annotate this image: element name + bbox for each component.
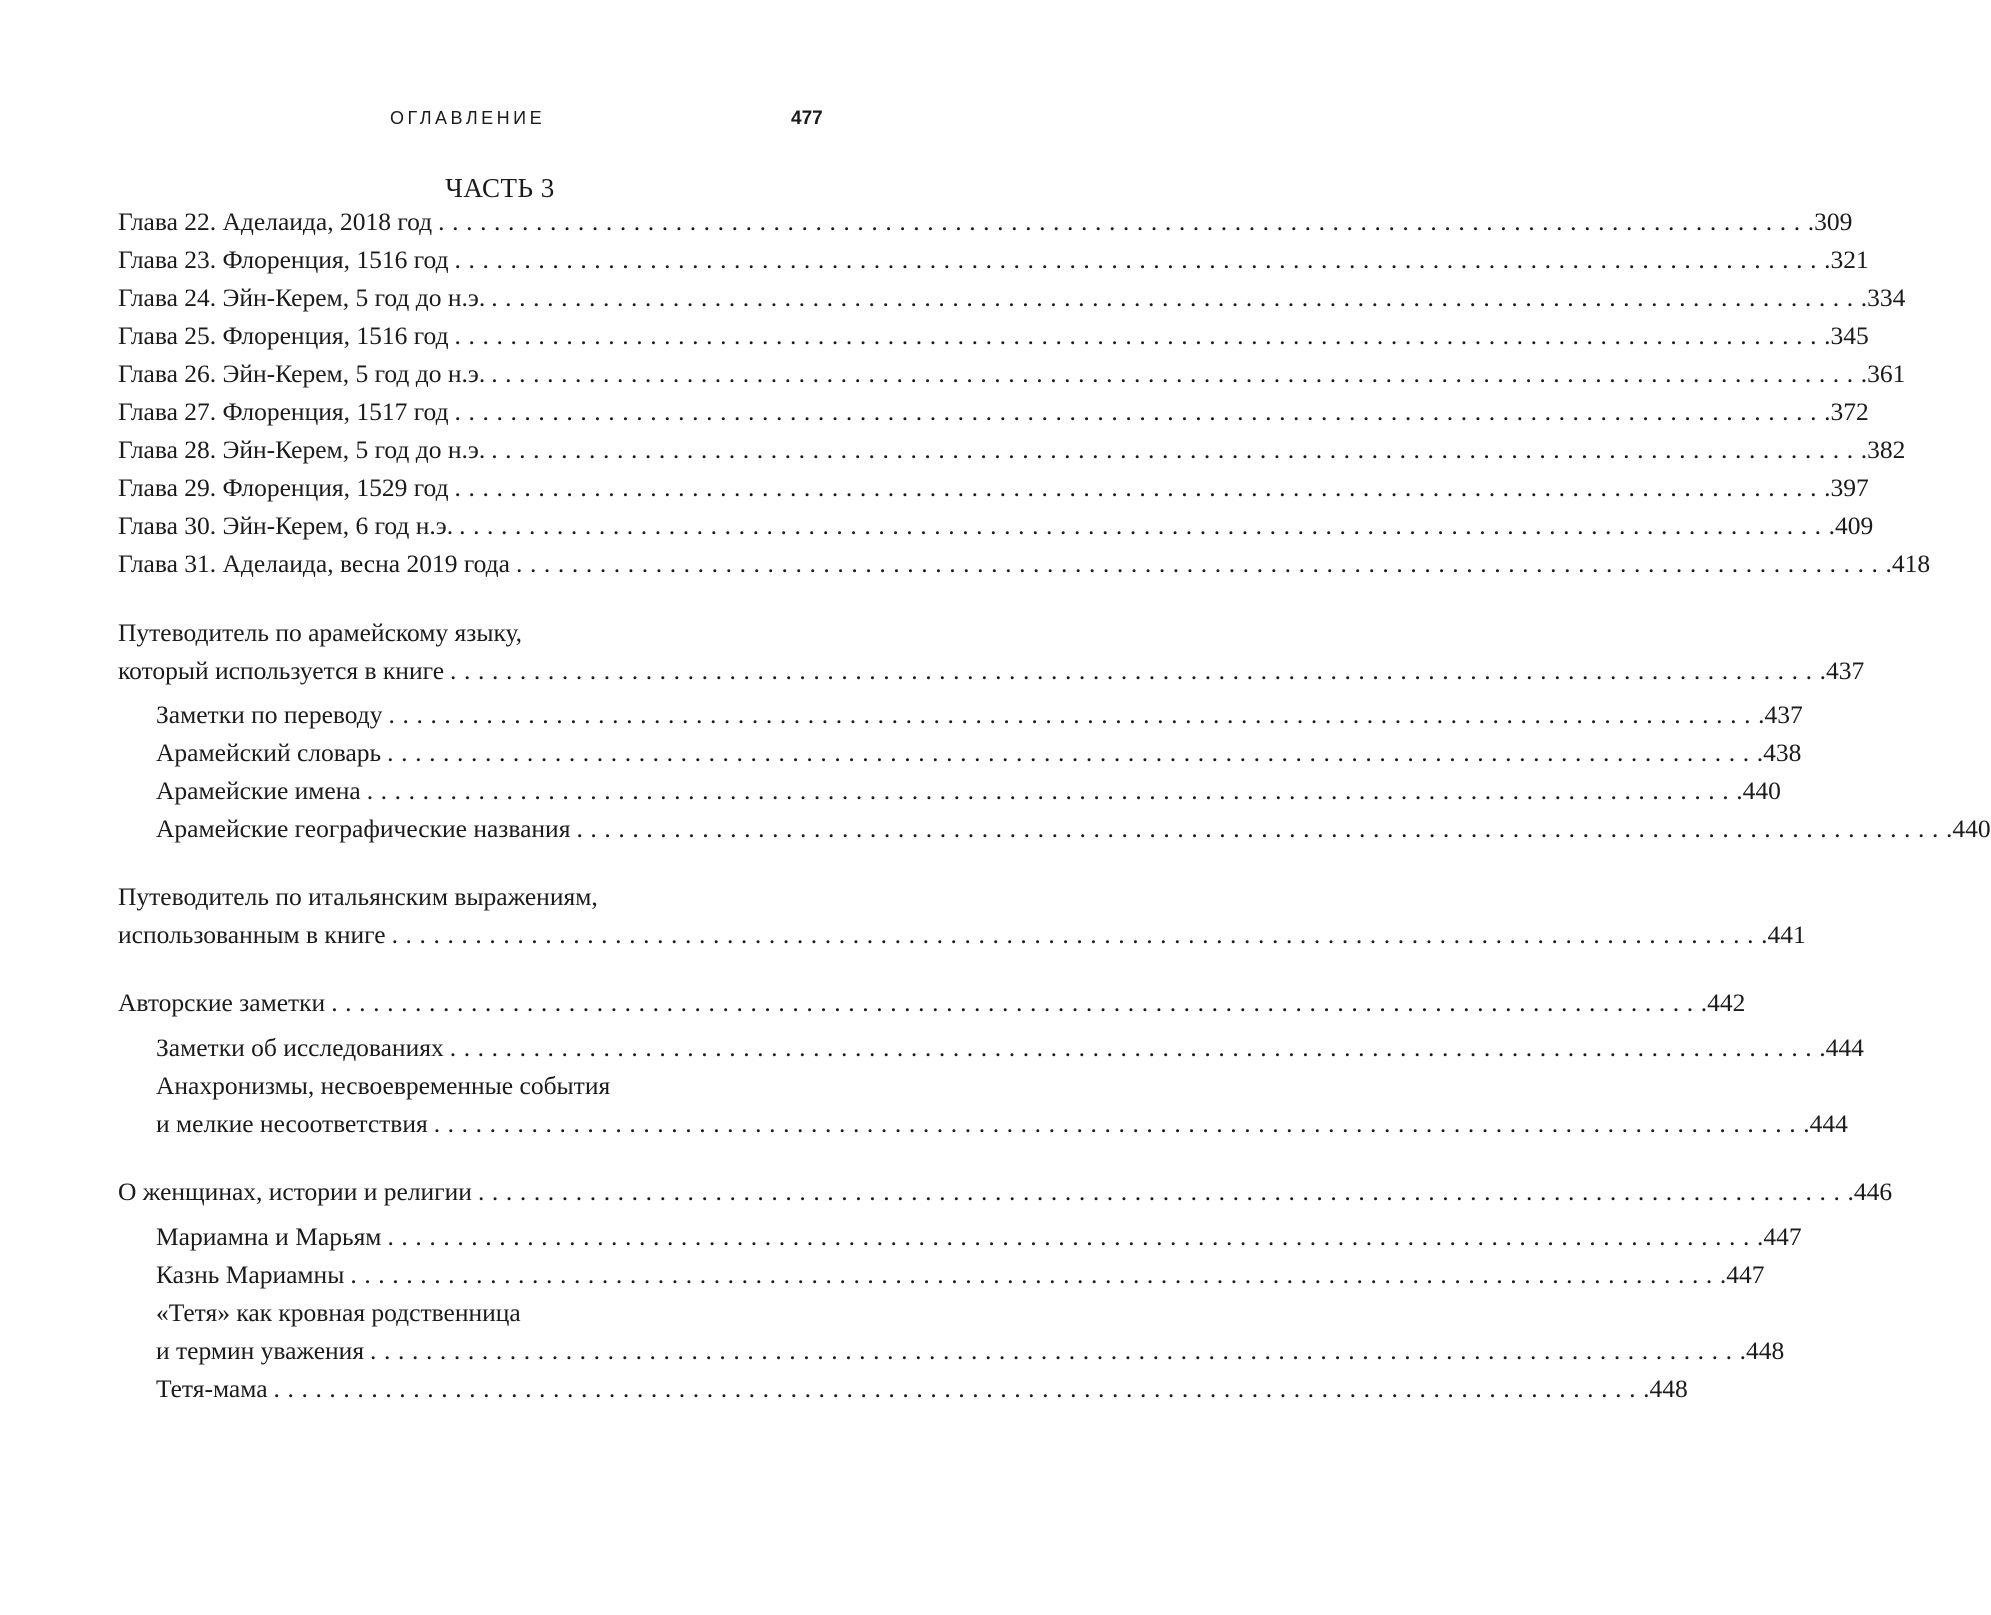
toc-subentry-translation-notes[interactable] <box>156 698 1803 732</box>
toc-entry-aramaic-guide[interactable] <box>118 654 1865 688</box>
entry-title: Глава 31. Аделаида, весна 2019 года <box>118 549 510 578</box>
entry-page: .440 <box>1736 776 1781 805</box>
section-title-aramaic-guide: Путеводитель по арамейскому языку, <box>118 618 523 647</box>
page-number: 477 <box>791 108 823 129</box>
dot-leader: .................................................................................................. <box>477 1177 1848 1206</box>
entry-page: .321 <box>1824 245 1869 274</box>
entry-title: Арамейский словарь <box>156 738 382 767</box>
entry-page: .446 <box>1847 1177 1893 1206</box>
entry-title: Глава 23. Флоренция, 1516 год <box>118 245 449 274</box>
entry-title: и мелкие несоответствия <box>156 1109 428 1138</box>
entry-title: Тетя-мама <box>156 1374 268 1403</box>
dot-leader: .................................................................................................. <box>438 207 1808 236</box>
dot-leader: .................................................................................................. <box>491 359 1861 388</box>
toc-entry-chapter-31[interactable] <box>118 547 1931 581</box>
dot-leader: .................................................................................................. <box>450 656 1820 685</box>
dot-leader: .................................................................................................. <box>454 321 1825 350</box>
toc-subentry-execution-of-mariamne[interactable] <box>156 1258 1765 1292</box>
toc-subentry-aramaic-dictionary[interactable] <box>156 736 1802 770</box>
dot-leader: .................................................................................................. <box>273 1374 1644 1403</box>
entry-page: .397 <box>1824 473 1869 502</box>
entry-title: Заметки об исследованиях <box>156 1033 444 1062</box>
toc-entry-chapter-28[interactable] <box>118 433 1906 467</box>
entry-title: Глава 30. Эйн-Керем, 6 год н.э. <box>118 511 454 540</box>
dot-leader: .................................................................................................. <box>491 283 1861 312</box>
entry-title: Мариамна и Марьям <box>156 1222 382 1251</box>
entry-title: Глава 29. Флоренция, 1529 год <box>118 473 449 502</box>
toc-entry-chapter-26[interactable] <box>118 357 1906 391</box>
entry-page: .345 <box>1824 321 1869 350</box>
entry-title: Арамейские географические названия <box>156 814 571 843</box>
entry-title: Глава 28. Эйн-Керем, 5 год до н.э. <box>118 435 486 464</box>
toc-subentry-aunt-mother[interactable] <box>156 1372 1688 1406</box>
entry-page: .309 <box>1807 207 1853 236</box>
dot-leader: .................................................................................................. <box>433 1109 1804 1138</box>
toc-entry-chapter-22[interactable] <box>118 205 1853 239</box>
entry-title: Глава 24. Эйн-Керем, 5 год до н.э. <box>118 283 486 312</box>
entry-page: .334 <box>1860 283 1906 312</box>
entry-page: .382 <box>1860 435 1906 464</box>
toc-entry-chapter-23[interactable] <box>118 243 1869 277</box>
subentry-title-aunt-term: «Тетя» как кровная родственница <box>156 1298 521 1327</box>
subentry-title-anachronisms: Анахронизмы, несвоевременные события <box>156 1071 611 1100</box>
entry-page: .447 <box>1719 1260 1765 1289</box>
dot-leader: .................................................................................................. <box>454 473 1825 502</box>
dot-leader: .................................................................................................. <box>370 1336 1740 1365</box>
entry-page: .438 <box>1756 738 1802 767</box>
entry-title: который используется в книге <box>118 656 445 685</box>
entry-page: .448 <box>1643 1374 1688 1403</box>
toc-entry-women-history-religion[interactable] <box>118 1175 1893 1209</box>
entry-page: .361 <box>1860 359 1906 388</box>
entry-page: .444 <box>1803 1109 1848 1138</box>
entry-title: Глава 25. Флоренция, 1516 год <box>118 321 449 350</box>
toc-entry-author-notes[interactable] <box>118 986 1746 1020</box>
dot-leader: .................................................................................................. <box>454 245 1825 274</box>
entry-page: .372 <box>1824 397 1869 426</box>
toc-subentry-aramaic-names[interactable] <box>156 774 1781 808</box>
entry-page: .437 <box>1758 700 1803 729</box>
entry-title: Казнь Мариамны <box>156 1260 345 1289</box>
dot-leader: .................................................................................................. <box>491 435 1861 464</box>
toc-entry-chapter-27[interactable] <box>118 395 1869 429</box>
dot-leader: .................................................................................................. <box>391 920 1762 949</box>
entry-page: .444 <box>1819 1033 1864 1062</box>
dot-leader: .................................................................................................. <box>459 511 1829 540</box>
entry-page: .440 <box>1946 814 1991 843</box>
toc-subentry-mariamne-maryam[interactable] <box>156 1220 1802 1254</box>
dot-leader: .................................................................................................. <box>366 776 1737 805</box>
dot-leader: .................................................................................................. <box>454 397 1825 426</box>
entry-title: Заметки по переводу <box>156 700 383 729</box>
entry-title: использованным в книге <box>118 920 386 949</box>
entry-title: Авторские заметки <box>118 988 326 1017</box>
dot-leader: .................................................................................................. <box>387 738 1757 767</box>
entry-title: Глава 22. Аделаида, 2018 год <box>118 207 433 236</box>
toc-entry-italian-guide[interactable] <box>118 918 1806 952</box>
toc-entry-chapter-25[interactable] <box>118 319 1869 353</box>
section-title-italian-guide: Путеводитель по итальянским выражениям, <box>118 882 598 911</box>
part-title: ЧАСТЬ 3 <box>445 173 555 203</box>
dot-leader: .................................................................................................. <box>331 988 1701 1017</box>
dot-leader: .................................................................................................. <box>350 1260 1720 1289</box>
entry-title: и термин уважения <box>156 1336 365 1365</box>
running-head: ОГЛАВЛЕНИЕ <box>390 108 546 128</box>
entry-page: .448 <box>1739 1336 1785 1365</box>
dot-leader: .................................................................................................. <box>449 1033 1820 1062</box>
entry-page: .441 <box>1761 920 1806 949</box>
entry-title: Глава 26. Эйн-Керем, 5 год до н.э. <box>118 359 486 388</box>
entry-title: О женщинах, истории и религии <box>118 1177 472 1206</box>
entry-page: .447 <box>1757 1222 1802 1251</box>
entry-title: Арамейские имена <box>156 776 361 805</box>
toc-subentry-aramaic-geography[interactable] <box>156 812 1991 846</box>
toc-subentry-aunt-term[interactable] <box>156 1334 1785 1368</box>
toc-entry-chapter-24[interactable] <box>118 281 1906 315</box>
toc-subentry-research-notes[interactable] <box>156 1031 1864 1065</box>
dot-leader: .................................................................................................. <box>515 549 1886 578</box>
entry-page: .442 <box>1700 988 1746 1017</box>
toc-entry-chapter-29[interactable] <box>118 471 1869 505</box>
dot-leader: .................................................................................................. <box>387 1222 1758 1251</box>
entry-page: .409 <box>1828 511 1874 540</box>
entry-title: Глава 27. Флоренция, 1517 год <box>118 397 449 426</box>
dot-leader: .................................................................................................. <box>388 700 1759 729</box>
toc-subentry-anachronisms[interactable] <box>156 1107 1848 1141</box>
entry-page: .418 <box>1885 549 1931 578</box>
dot-leader: .................................................................................................. <box>576 814 1946 843</box>
toc-entry-chapter-30[interactable] <box>118 509 1874 543</box>
entry-page: .437 <box>1819 656 1865 685</box>
